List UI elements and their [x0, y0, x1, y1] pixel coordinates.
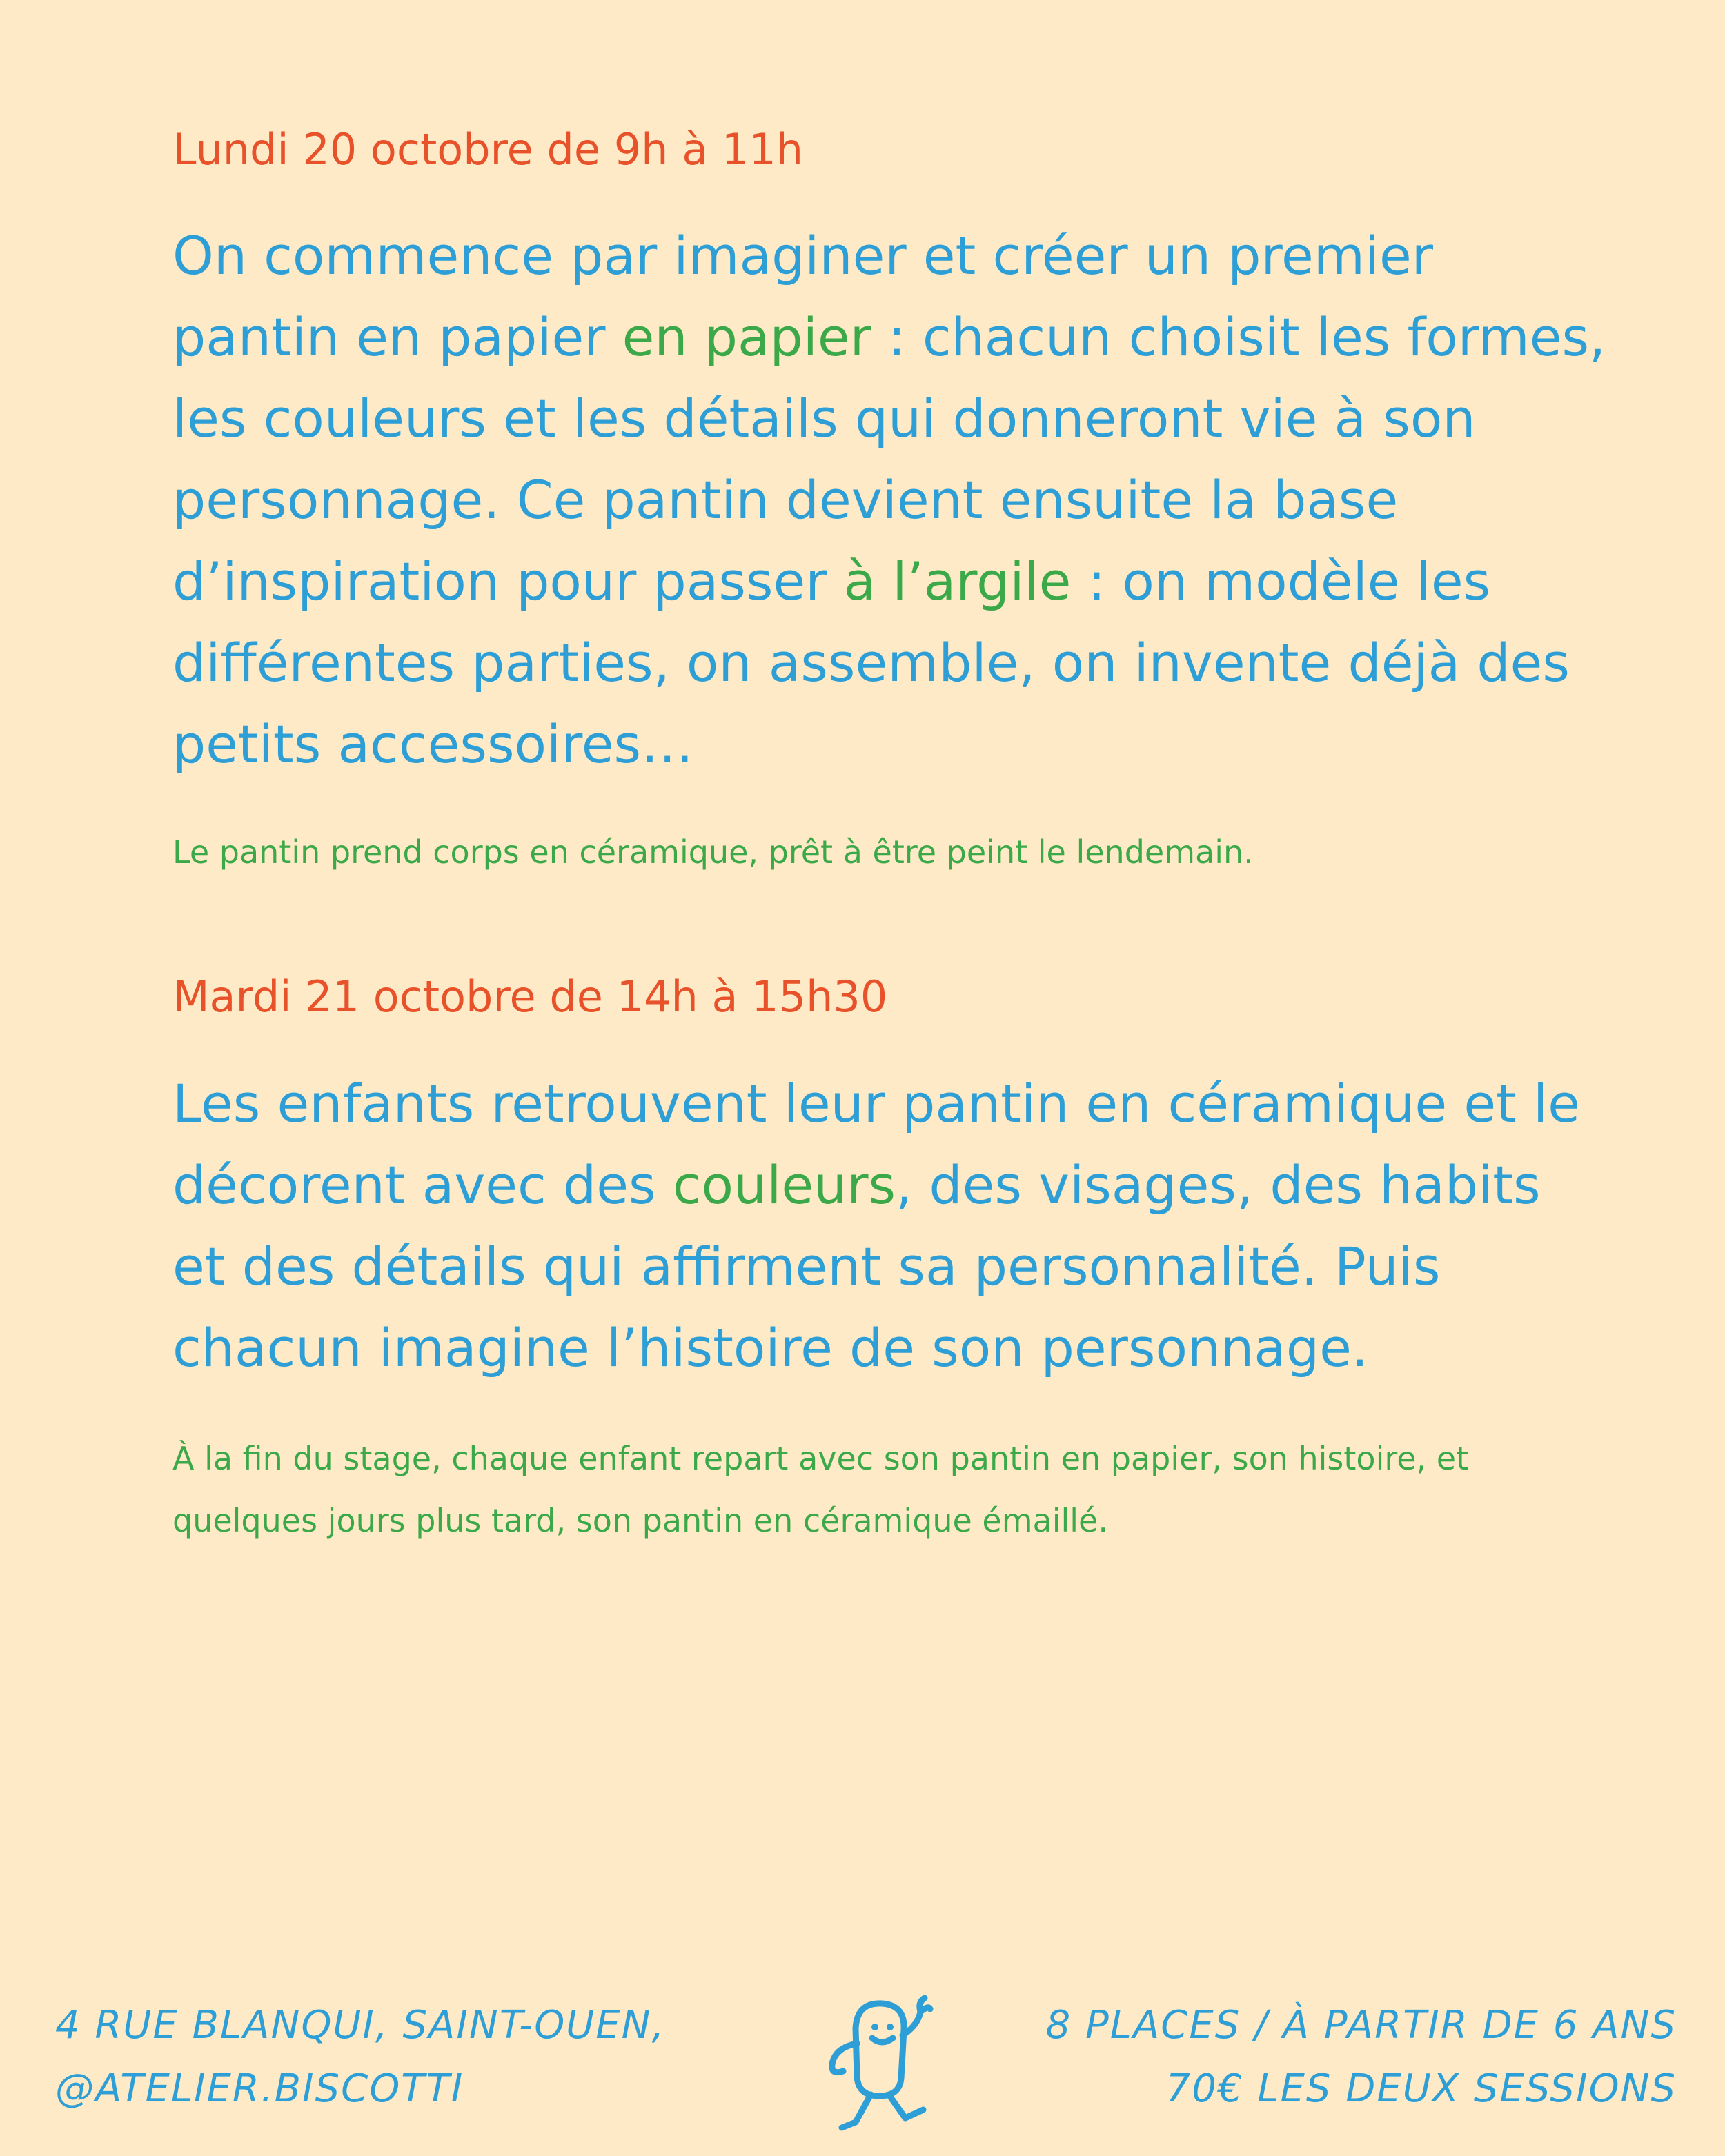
- session-2-description: [172, 1063, 1608, 1389]
- session-1-date: Lundi 20 octobre de 9h à 11h: [172, 124, 804, 175]
- session-2-date: Mardi 21 octobre de 14h à 15h30: [172, 971, 888, 1022]
- session-1-description: [172, 215, 1608, 785]
- session-1-text-part-3: : on modèle les différentes parties, on assemble, on invente déjà des petits accessoires…: [172, 551, 1570, 775]
- session-1-text-part-2: : chacun choisit les formes, les couleurs et les détails qui donneront vie à son personnage. Ce pantin devient ensuite la base d’inspiration pour passer: [172, 306, 1606, 613]
- session-2-note: À la fin du stage, chaque enfant repart avec son pantin en papier, son histoire, et quelques jours plus tard, son pantin en céramique émaillé.: [172, 1439, 1469, 1539]
- session-2-highlight-colors: couleurs: [672, 1154, 896, 1216]
- footer: [0, 1987, 1725, 2139]
- footer-address: 4 RUE BLANQUI, SAINT-OUEN,: [55, 2003, 666, 2048]
- session-1-note: Le pantin prend corps en céramique, prêt à être peint le lendemain.: [172, 833, 1254, 871]
- footer-info: [1046, 1994, 1677, 2121]
- session-2-text-part-1: Les enfants retrouvent leur pantin en céramique et le décorent avec des: [172, 1072, 1580, 1216]
- main-content: [172, 124, 1608, 1552]
- session-2-text-part-2: , des visages, des habits et des détails qui affirment sa personnalité. Puis chacun imagine l’histoire de son personnage.: [172, 1154, 1541, 1378]
- waving-character-icon: [807, 1987, 959, 2139]
- footer-instagram-handle[interactable]: @ATELIER.BISCOTTI: [55, 2066, 464, 2111]
- footer-price: 70€ LES DEUX SESSIONS: [1165, 2066, 1677, 2111]
- session-1-text-part-1: On commence par imaginer et créer un premier pantin en papier: [172, 225, 1433, 368]
- footer-places: 8 PLACES / À PARTIR DE 6 ANS: [1045, 2003, 1677, 2048]
- session-1-highlight-clay: à l’argile: [843, 551, 1072, 613]
- session-1-highlight-paper: en papier: [622, 306, 871, 368]
- footer-contact: [55, 1994, 665, 2121]
